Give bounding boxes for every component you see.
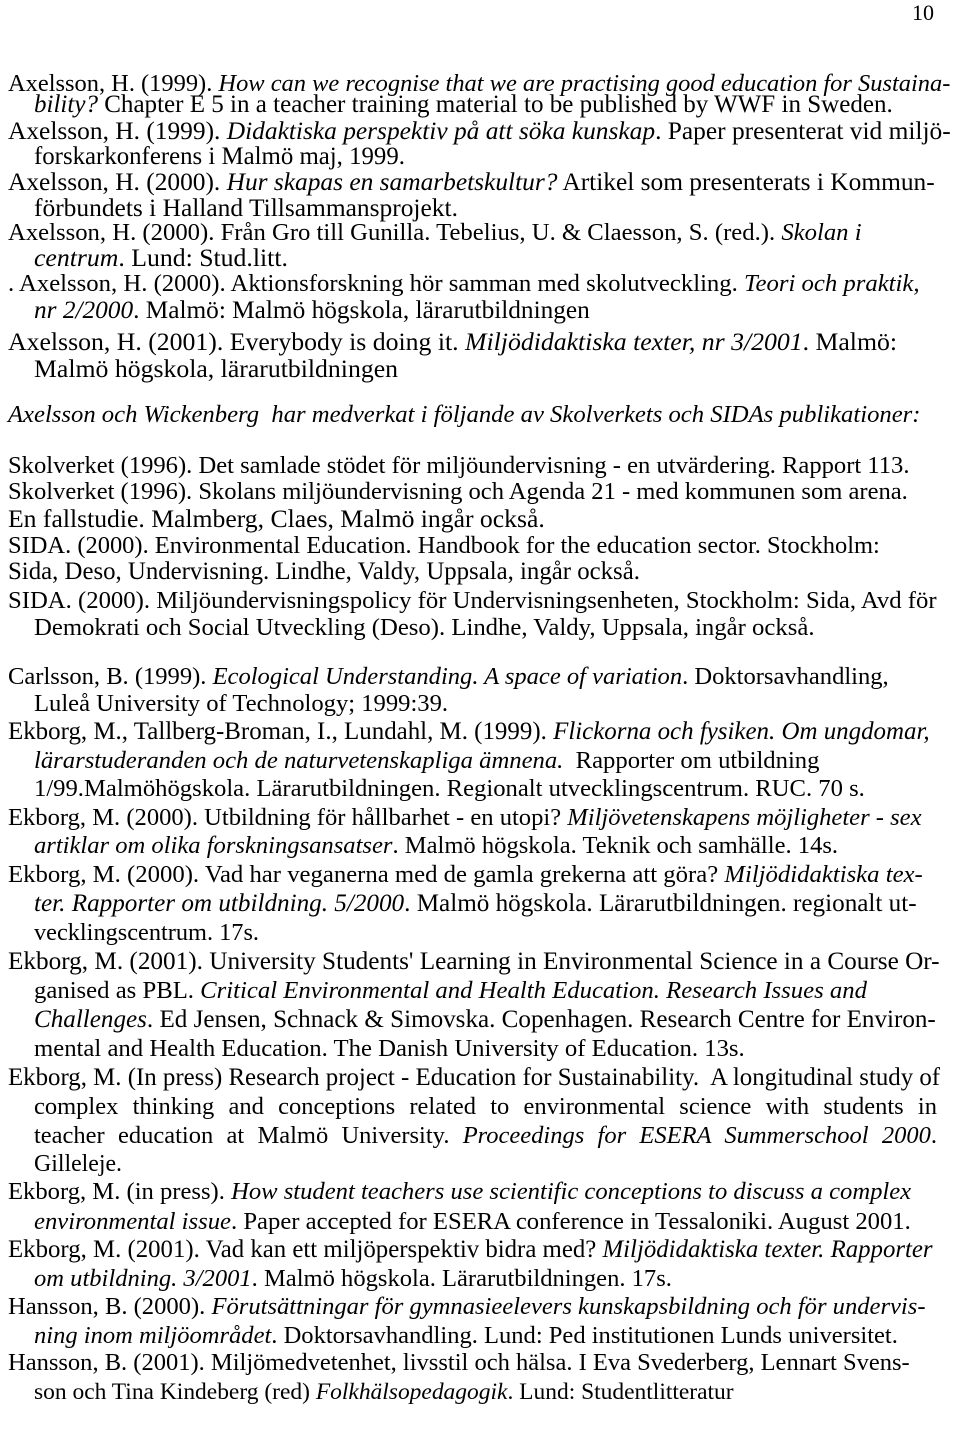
reference-title: Miljödidaktiska texter. Rapporter (602, 1236, 933, 1263)
reference-text: vecklingscentrum. 17s. (34, 919, 259, 946)
reference-line (8, 533, 880, 559)
reference-line (8, 479, 908, 505)
reference-line (34, 1007, 936, 1033)
reference-text: Axelsson, H. (2000). Från Gro till Gunilla. Tebelius, U. & Claesson, S. (red.). (8, 219, 782, 246)
reference-text: . Axelsson, H. (2000). Aktionsforskning hör samman med skolutveckling. (8, 270, 745, 297)
reference-title: Miljövetenskapens möjligheter - sex (567, 804, 922, 831)
reference-text: . Lund: Stud.litt. (118, 243, 288, 272)
reference-text: SIDA. (2000). Environmental Education. Handbook for the education sector. Stockholm: (8, 532, 880, 559)
reference-text: complex thinking and conceptions related to environmental science with students in (34, 1093, 937, 1120)
reference-title: Didaktiska perspektiv på att söka kunskap (226, 117, 656, 145)
reference-title: Miljödidaktiska texter, nr 3/2001 (465, 327, 803, 356)
reference-title: bility? (34, 91, 98, 118)
reference-line (34, 356, 398, 382)
reference-line (8, 588, 937, 614)
reference-line (8, 805, 922, 831)
reference-line (8, 169, 935, 195)
reference-text: . Malmö högskola. Lärarutbildningen. 17s. (251, 1265, 672, 1292)
reference-text: SIDA. (2000). Miljöundervisningspolicy för Undervisningsenheten, Stockholm: Sida, Avd för (8, 587, 937, 614)
reference-line (34, 1123, 937, 1149)
reference-line (34, 92, 893, 118)
reference-text: Ekborg, M. (2000). Vad har veganerna med de gamla grekerna att göra? (8, 861, 725, 888)
reference-text: . Malmö: (802, 327, 898, 356)
reference-text: Ekborg, M. (2001). University Students' Learning in Environmental Science in a Course Or- (8, 948, 940, 975)
reference-text: Sida, Deso, Undervisning. Lindhe, Valdy, Uppsala, ingår också. (8, 558, 640, 585)
reference-line (8, 118, 951, 144)
reference-text: Hansson, B. (2001). Miljömedvetenhet, livsstil och hälsa. I Eva Svederberg, Lennart Svens- (8, 1349, 910, 1376)
reference-line (34, 920, 259, 946)
reference-title: Critical Environmental and Health Education. Research Issues and (200, 977, 868, 1004)
reference-line (8, 1065, 940, 1091)
reference-line (34, 776, 865, 802)
coauthored-publications-heading: Axelsson och Wickenberg har medverkat i följande av Skolverkets och SIDAs publikationer: (8, 401, 921, 428)
reference-text: Ekborg, M. (2001). Vad kan ett miljöperspektiv bidra med? (8, 1236, 603, 1263)
reference-text: . Malmö högskola. Teknik och samhälle. 14s. (392, 832, 839, 859)
reference-title: Hur skapas en samarbetskultur? (226, 168, 558, 196)
reference-title: environmental issue (34, 1208, 231, 1235)
reference-line (8, 949, 940, 975)
reference-text: 1/99.Malmöhögskola. Lärarutbildningen. Regionalt utvecklingscentrum. RUC. 70 s. (34, 775, 865, 802)
reference-title: Förutsättningar för gymnasieelevers kunskapsbildning och för undervis- (211, 1293, 926, 1320)
reference-line (34, 615, 815, 641)
reference-line (34, 297, 590, 323)
reference-text: Hansson, B. (2000). (8, 1293, 212, 1320)
reference-line (8, 719, 930, 745)
reference-line (34, 1379, 734, 1405)
reference-line (8, 664, 889, 690)
reference-title: Proceedings for ESERA Summerschool 2000 (462, 1122, 931, 1149)
reference-text: Gilleleje. (34, 1151, 122, 1177)
reference-title: How student teachers use scientific conceptions to discuss a complex (231, 1178, 912, 1205)
reference-text: Luleå University of Technology; 1999:39. (34, 690, 449, 717)
reference-line (34, 691, 448, 717)
reference-title: Ecological Understanding. A space of variation (212, 663, 683, 690)
reference-text: Axelsson, H. (1999). (8, 70, 219, 97)
reference-line (34, 1151, 122, 1177)
reference-text: son och Tina Kindeberg (red) (34, 1379, 316, 1405)
reference-text: . Paper accepted for ESERA conference in Tessaloniki. August 2001. (231, 1208, 911, 1235)
reference-title: ter. Rapporter om utbildning. 5/2000 (34, 890, 405, 917)
reference-text: Rapporter om utbildning (563, 747, 820, 774)
reference-text: . (930, 1122, 937, 1149)
reference-text: Ekborg, M. (in press). (8, 1178, 232, 1205)
reference-title: nr 2/2000 (34, 296, 134, 324)
reference-line (34, 978, 867, 1004)
reference-line (34, 144, 405, 170)
reference-text: Skolverket (1996). Det samlade stödet för miljöundervisning - en utvärdering. Rapport 113. (8, 452, 910, 479)
reference-text: Ekborg, M. (In press) Research project - Education for Sustainability. A longitudinal study of (8, 1064, 941, 1091)
reference-line (8, 862, 923, 888)
reference-text: Axelsson, H. (2001). Everybody is doing it. (8, 327, 466, 356)
reference-title: Challenges (34, 1006, 147, 1033)
reference-text: En fallstudie. Malmberg, Claes, Malmö ingår också. (8, 504, 545, 533)
reference-text: Axelsson, H. (1999). (8, 117, 227, 145)
reference-line (8, 453, 909, 479)
reference-text: . Malmö: Malmö högskola, lärarutbildningen (133, 296, 590, 324)
reference-line (8, 1237, 933, 1263)
reference-text: Malmö högskola, lärarutbildningen (34, 354, 399, 383)
reference-line (34, 245, 288, 271)
reference-line (8, 559, 640, 585)
reference-text: Carlsson, B. (1999). (8, 663, 213, 690)
reference-line (8, 1179, 911, 1205)
reference-line (8, 1350, 910, 1376)
reference-title: ning inom miljöområdet (34, 1322, 272, 1349)
reference-text: . Paper presenterat vid miljö- (655, 117, 951, 145)
reference-line (34, 1266, 672, 1292)
reference-title: centrum (34, 243, 119, 272)
reference-title: Folkhälsopedagogik (315, 1379, 508, 1405)
reference-text: förbundets i Halland Tillsammansprojekt. (34, 193, 458, 222)
reference-line (8, 1294, 926, 1320)
reference-line (34, 748, 819, 774)
reference-text: Ekborg, M., Tallberg-Broman, I., Lundahl, M. (1999). (8, 718, 554, 745)
reference-text: Demokrati och Social Utveckling (Deso). Lindhe, Valdy, Uppsala, ingår också. (34, 614, 815, 641)
reference-line (34, 1094, 937, 1120)
reference-text: Skolverket (1996). Skolans miljöundervisning och Agenda 21 - med kommunen som arena. (8, 478, 908, 505)
reference-text: . Doktorsavhandling, (682, 663, 889, 690)
reference-text: Artikel som presenterats i Kommun- (557, 168, 935, 196)
reference-title: artiklar om olika forskningsansatser (34, 832, 393, 859)
reference-line (34, 195, 458, 221)
reference-line (34, 1323, 898, 1349)
reference-line (34, 1036, 745, 1062)
reference-text: ganised as PBL. (34, 977, 201, 1004)
reference-title: lärarstuderanden och de naturvetenskapliga ämnena. (34, 747, 564, 774)
reference-text: . Doktorsavhandling. Lund: Ped institutionen Lunds universitet. (271, 1322, 898, 1349)
reference-text: teacher education at Malmö University. (34, 1122, 463, 1149)
page-number: 10 (912, 0, 934, 25)
reference-title: How can we recognise that we are practising good education for Sustaina- (218, 70, 951, 97)
reference-title: Skolan i (781, 219, 862, 246)
reference-text: forskarkonferens i Malmö maj, 1999. (34, 143, 405, 170)
reference-text: Ekborg, M. (2000). Utbildning för hållbarhet - en utopi? (8, 804, 568, 831)
reference-text: Axelsson, H. (2000). (8, 168, 227, 196)
reference-text: mental and Health Education. The Danish University of Education. 13s. (34, 1035, 745, 1062)
reference-text: . Lund: Studentlitteratur (507, 1379, 734, 1405)
reference-text: . Malmö högskola. Lärarutbildningen. regionalt ut- (404, 890, 917, 917)
reference-line (8, 506, 545, 532)
reference-line (8, 329, 897, 355)
reference-line (34, 891, 917, 917)
reference-text: Chapter E 5 in a teacher training material to be published by WWF in Sweden. (97, 91, 893, 118)
reference-title: Teori och praktik, (744, 270, 920, 297)
reference-line (34, 1209, 911, 1235)
reference-title: Miljödidaktiska tex- (724, 861, 923, 888)
reference-title: Flickorna och fysiken. Om ungdomar, (553, 718, 930, 745)
reference-line (34, 833, 838, 859)
reference-title: om utbildning. 3/2001 (34, 1265, 252, 1292)
reference-line (8, 271, 920, 297)
reference-text: . Ed Jensen, Schnack & Simovska. Copenhagen. Research Centre for Environ- (146, 1006, 936, 1033)
